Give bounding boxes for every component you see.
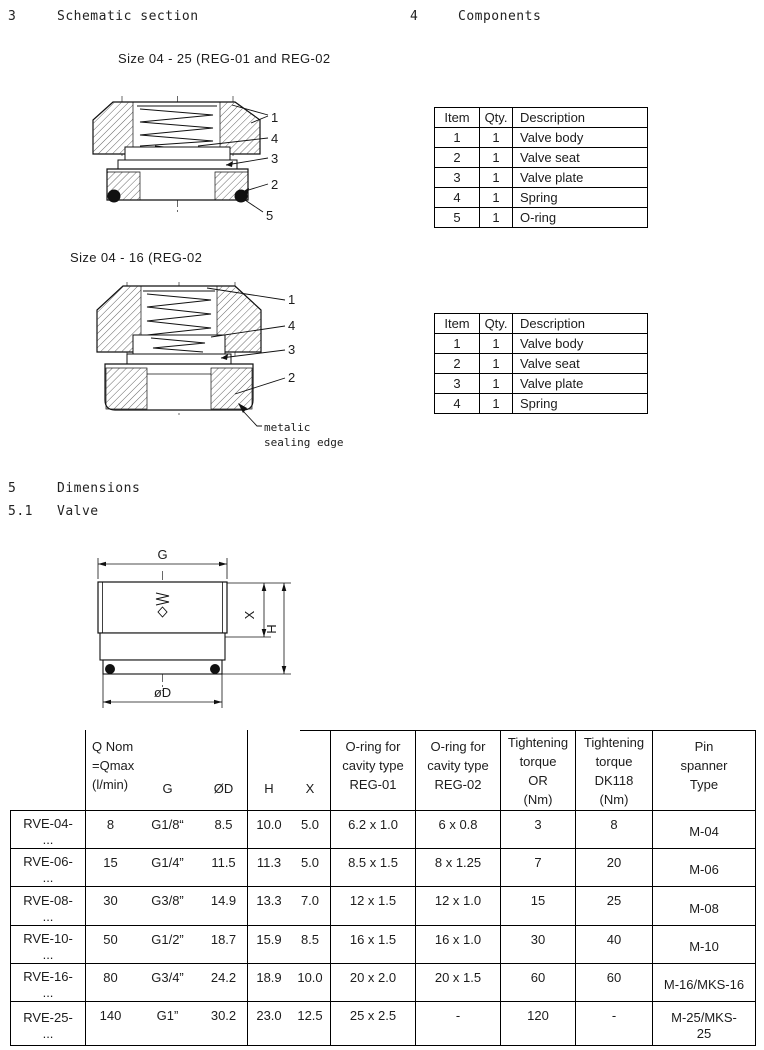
cell-item: 4 bbox=[435, 394, 480, 414]
header-torque-or bbox=[500, 730, 575, 810]
header-line: ØD bbox=[213, 781, 234, 796]
cell-item: 1 bbox=[435, 334, 480, 354]
table-row bbox=[435, 208, 648, 228]
cell-q: 15 bbox=[85, 848, 135, 886]
header-line: Tightening bbox=[583, 735, 645, 750]
model-name: RVE-08- bbox=[23, 892, 73, 908]
section5-number: 5 bbox=[8, 481, 17, 496]
cell-item: 5 bbox=[435, 208, 480, 228]
cell-torque2: 25 bbox=[575, 886, 652, 925]
col-desc: Description bbox=[513, 108, 648, 128]
cell-oring2: - bbox=[415, 1001, 500, 1045]
schematic2-drawing bbox=[85, 282, 375, 450]
cell-torque2: 60 bbox=[575, 963, 652, 1001]
section4-number: 4 bbox=[410, 9, 419, 24]
cell-g: G1” bbox=[135, 1001, 200, 1045]
cell-torque1: 3 bbox=[500, 810, 575, 848]
dim-arrow bbox=[214, 700, 222, 705]
table-row bbox=[435, 148, 648, 168]
cell-x: 5.0 bbox=[290, 810, 330, 848]
header-line: O-ring for bbox=[345, 739, 401, 754]
cell-model bbox=[10, 886, 85, 925]
pin-line1: M-04 bbox=[689, 824, 719, 839]
cell-torque1: 15 bbox=[500, 886, 575, 925]
table-header-row bbox=[435, 314, 648, 334]
cell-torque1: 7 bbox=[500, 848, 575, 886]
cell-qty: 1 bbox=[480, 354, 513, 374]
cell-qty: 1 bbox=[480, 128, 513, 148]
cell-h: 15.9 bbox=[247, 925, 290, 963]
section5-title: Dimensions bbox=[57, 481, 141, 496]
dim-label-g: G bbox=[157, 547, 168, 562]
cell-x: 12.5 bbox=[290, 1001, 330, 1045]
components-table-1 bbox=[434, 107, 648, 228]
o-ring bbox=[210, 664, 220, 674]
cell-d: 11.5 bbox=[200, 848, 247, 886]
cell-d: 8.5 bbox=[200, 810, 247, 848]
cell-model bbox=[10, 810, 85, 848]
header-line: G bbox=[162, 781, 173, 796]
table-row bbox=[435, 188, 648, 208]
cell-x: 8.5 bbox=[290, 925, 330, 963]
cell-g: G1/2” bbox=[135, 925, 200, 963]
cell-model bbox=[10, 925, 85, 963]
part-label-5: 5 bbox=[266, 208, 274, 223]
valve-dimensions-table bbox=[10, 730, 756, 1046]
cell-item: 3 bbox=[435, 374, 480, 394]
cell-oring1: 8.5 x 1.5 bbox=[330, 848, 415, 886]
hatched-seat bbox=[106, 368, 147, 409]
col-item: Item bbox=[435, 314, 480, 334]
schematic2-caption: Size 04 - 16 (REG-02 bbox=[70, 250, 203, 265]
header-line: Q Nom bbox=[92, 739, 134, 754]
cell-desc: Spring bbox=[513, 188, 648, 208]
cell-d: 24.2 bbox=[200, 963, 247, 1001]
cell-item: 3 bbox=[435, 168, 480, 188]
header-line: (l/min) bbox=[92, 777, 129, 792]
cell-h: 18.9 bbox=[247, 963, 290, 1001]
cell-desc: Valve plate bbox=[513, 374, 648, 394]
part-label-4: 4 bbox=[271, 131, 279, 146]
cell-d: 14.9 bbox=[200, 886, 247, 925]
dim-arrow bbox=[282, 583, 287, 591]
cell-qty: 1 bbox=[480, 394, 513, 414]
valve-mid-body bbox=[100, 633, 225, 660]
col-desc: Description bbox=[513, 314, 648, 334]
hatched-wall bbox=[220, 102, 260, 154]
header-line: torque bbox=[595, 754, 633, 769]
cell-oring1: 12 x 1.5 bbox=[330, 886, 415, 925]
pin-line1: M-06 bbox=[689, 862, 719, 877]
cell-q: 140 bbox=[85, 1001, 135, 1045]
cell-pin bbox=[652, 925, 755, 963]
cell-desc: Valve body bbox=[513, 128, 648, 148]
cell-q: 50 bbox=[85, 925, 135, 963]
cell-item: 2 bbox=[435, 354, 480, 374]
cell-pin bbox=[652, 848, 755, 886]
cell-q: 8 bbox=[85, 810, 135, 848]
model-dots: ... bbox=[42, 947, 54, 962]
part-label-1: 1 bbox=[271, 110, 279, 125]
dim-arrow bbox=[103, 700, 111, 705]
col-qty: Qty. bbox=[480, 314, 513, 334]
pin-line2: 25 bbox=[696, 1026, 712, 1041]
pin-line1: M-08 bbox=[689, 900, 719, 916]
header-line: H bbox=[264, 781, 274, 796]
components-table-2 bbox=[434, 313, 648, 414]
cell-item: 4 bbox=[435, 188, 480, 208]
cell-q: 80 bbox=[85, 963, 135, 1001]
cell-g: G1/4” bbox=[135, 848, 200, 886]
section4-title: Components bbox=[458, 9, 542, 24]
cell-oring2: 6 x 0.8 bbox=[415, 810, 500, 848]
model-dots: ... bbox=[42, 985, 54, 1000]
table-row bbox=[435, 168, 648, 188]
cell-qty: 1 bbox=[480, 148, 513, 168]
header-line: OR bbox=[528, 773, 548, 788]
cell-oring1: 6.2 x 1.0 bbox=[330, 810, 415, 848]
schematic1-drawing bbox=[85, 96, 355, 236]
cell-g: G3/4” bbox=[135, 963, 200, 1001]
header-blank bbox=[10, 730, 85, 810]
cell-desc: Valve plate bbox=[513, 168, 648, 188]
cell-qty: 1 bbox=[480, 334, 513, 354]
model-name: RVE-04- bbox=[23, 816, 73, 831]
part-label-3: 3 bbox=[271, 151, 279, 166]
cell-torque2: - bbox=[575, 1001, 652, 1045]
cell-pin bbox=[652, 1001, 755, 1045]
model-name: RVE-16- bbox=[23, 969, 73, 984]
cell-torque1: 30 bbox=[500, 925, 575, 963]
hatched-wall bbox=[93, 102, 133, 154]
header-line: O-ring for bbox=[430, 739, 486, 754]
header-line: torque bbox=[519, 754, 557, 769]
header-line: cavity type bbox=[342, 758, 404, 773]
header-line: DK118 bbox=[594, 773, 634, 788]
header-line: spanner bbox=[680, 758, 728, 773]
model-name: RVE-25- bbox=[23, 1010, 73, 1025]
col-qty: Qty. bbox=[480, 108, 513, 128]
cell-h: 10.0 bbox=[247, 810, 290, 848]
cell-desc: Valve body bbox=[513, 334, 648, 354]
cell-desc: Valve seat bbox=[513, 354, 648, 374]
cell-desc: Spring bbox=[513, 394, 648, 414]
dim-arrow bbox=[282, 666, 287, 674]
cell-desc: O-ring bbox=[513, 208, 648, 228]
cell-qty: 1 bbox=[480, 208, 513, 228]
dim-arrow bbox=[219, 562, 227, 567]
pin-line1: M-16/MKS-16 bbox=[663, 977, 745, 992]
cell-g: G1/8“ bbox=[135, 810, 200, 848]
cell-torque2: 20 bbox=[575, 848, 652, 886]
part-label-2: 2 bbox=[271, 177, 279, 192]
cell-torque1: 60 bbox=[500, 963, 575, 1001]
o-ring bbox=[108, 190, 121, 203]
header-line: (Nm) bbox=[523, 792, 553, 807]
model-dots: ... bbox=[42, 1026, 54, 1041]
section3-title: Schematic section bbox=[57, 9, 199, 24]
schematic1-caption: Size 04 - 25 (REG-01 and REG-02 bbox=[118, 51, 331, 66]
cell-oring2: 20 x 1.5 bbox=[415, 963, 500, 1001]
cell-desc: Valve seat bbox=[513, 148, 648, 168]
model-name: RVE-06- bbox=[23, 854, 73, 869]
cell-h: 23.0 bbox=[247, 1001, 290, 1045]
header-line: cavity type bbox=[427, 758, 489, 773]
pin-line1: M-10 bbox=[689, 939, 719, 954]
cell-x: 10.0 bbox=[290, 963, 330, 1001]
model-dots: ... bbox=[42, 908, 54, 924]
header-d bbox=[200, 730, 247, 810]
cell-item: 2 bbox=[435, 148, 480, 168]
header-line: Pin bbox=[694, 739, 714, 754]
header-line: REG-02 bbox=[434, 777, 482, 792]
cell-oring1: 20 x 2.0 bbox=[330, 963, 415, 1001]
annotation-text-line1: metalic bbox=[264, 421, 311, 434]
valve-lower-band bbox=[103, 660, 222, 674]
cell-torque1: 120 bbox=[500, 1001, 575, 1045]
dim-label-d: øD bbox=[153, 685, 172, 700]
cell-oring2: 8 x 1.25 bbox=[415, 848, 500, 886]
table-row bbox=[435, 394, 648, 414]
header-line: =Qmax bbox=[92, 758, 135, 773]
section3-number: 3 bbox=[8, 9, 17, 24]
cell-x: 7.0 bbox=[290, 886, 330, 925]
header-g bbox=[135, 730, 200, 810]
annotation-text-line2: sealing edge bbox=[264, 436, 344, 449]
table-row bbox=[435, 374, 648, 394]
header-line: Tightening bbox=[507, 735, 569, 750]
cell-h: 11.3 bbox=[247, 848, 290, 886]
header-torque-dk118 bbox=[575, 730, 652, 810]
header-flow bbox=[85, 730, 135, 810]
cell-pin bbox=[652, 963, 755, 1001]
dim-label-x: X bbox=[242, 610, 257, 620]
valve-plate bbox=[125, 147, 230, 160]
model-name: RVE-10- bbox=[23, 931, 73, 946]
cell-torque2: 8 bbox=[575, 810, 652, 848]
valve-plate bbox=[127, 354, 231, 364]
o-ring bbox=[105, 664, 115, 674]
table-top-border bbox=[300, 730, 755, 731]
dim-label-h: H bbox=[264, 624, 279, 634]
part-label-1: 1 bbox=[288, 292, 296, 307]
header-oring-reg02 bbox=[415, 730, 500, 810]
hatched-seat bbox=[211, 368, 252, 409]
cell-oring1: 16 x 1.5 bbox=[330, 925, 415, 963]
header-line: REG-01 bbox=[349, 777, 397, 792]
header-pin-spanner bbox=[652, 730, 755, 810]
table-row bbox=[435, 354, 648, 374]
valve-plate-cup bbox=[133, 335, 225, 355]
cell-torque2: 40 bbox=[575, 925, 652, 963]
cell-oring2: 16 x 1.0 bbox=[415, 925, 500, 963]
cell-x: 5.0 bbox=[290, 848, 330, 886]
header-line: X bbox=[305, 781, 315, 796]
cell-pin bbox=[652, 886, 755, 925]
dim-arrow bbox=[98, 562, 106, 567]
valve-plate-lower bbox=[118, 160, 237, 169]
section51-title: Valve bbox=[57, 504, 99, 519]
cell-qty: 1 bbox=[480, 168, 513, 188]
dim-arrow bbox=[262, 583, 267, 591]
cell-oring1: 25 x 2.5 bbox=[330, 1001, 415, 1045]
part-label-3: 3 bbox=[288, 342, 296, 357]
cell-d: 30.2 bbox=[200, 1001, 247, 1045]
cell-item: 1 bbox=[435, 128, 480, 148]
cell-d: 18.7 bbox=[200, 925, 247, 963]
table-row bbox=[435, 334, 648, 354]
header-h bbox=[247, 730, 290, 810]
cell-oring2: 12 x 1.0 bbox=[415, 886, 500, 925]
model-dots: ... bbox=[42, 870, 54, 885]
header-line: (Nm) bbox=[599, 792, 629, 807]
cell-qty: 1 bbox=[480, 374, 513, 394]
leader-line bbox=[245, 200, 263, 212]
annotation-leader bbox=[243, 411, 262, 426]
part-label-4: 4 bbox=[288, 318, 296, 333]
pin-line1: M-25/MKS- bbox=[671, 1010, 737, 1025]
dimension-drawing bbox=[88, 543, 318, 723]
cell-qty: 1 bbox=[480, 188, 513, 208]
section51-number: 5.1 bbox=[8, 504, 33, 519]
cell-pin bbox=[652, 810, 755, 848]
cell-model bbox=[10, 848, 85, 886]
cell-model bbox=[10, 963, 85, 1001]
cell-h: 13.3 bbox=[247, 886, 290, 925]
header-line: Type bbox=[689, 777, 719, 792]
header-oring-reg01 bbox=[330, 730, 415, 810]
table-header-row bbox=[435, 108, 648, 128]
cell-g: G3/8” bbox=[135, 886, 200, 925]
cell-model bbox=[10, 1001, 85, 1045]
model-dots: ... bbox=[42, 832, 54, 847]
header-x bbox=[290, 730, 330, 810]
col-item: Item bbox=[435, 108, 480, 128]
part-label-2: 2 bbox=[288, 370, 296, 385]
cell-q: 30 bbox=[85, 886, 135, 925]
table-row bbox=[435, 128, 648, 148]
